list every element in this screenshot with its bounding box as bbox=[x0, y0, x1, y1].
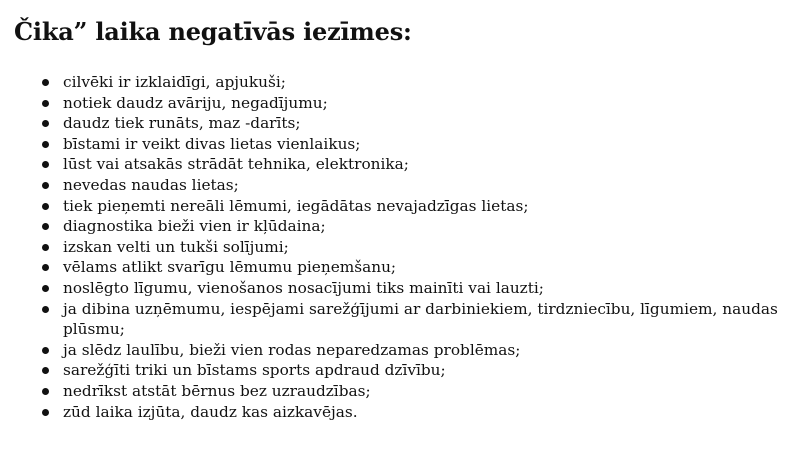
bullet-icon bbox=[42, 264, 49, 271]
bullet-icon bbox=[42, 409, 49, 416]
list-item bbox=[0, 278, 807, 299]
list-item bbox=[0, 175, 807, 196]
list-item-text: lūst vai atsakās strādāt tehnika, elektronika; bbox=[63, 155, 409, 174]
list-item-text: noslēgto līgumu, vienošanos nosacījumi tiks mainīti vai lauzti; bbox=[63, 278, 544, 297]
bullet-icon bbox=[42, 141, 49, 148]
list-item bbox=[0, 72, 807, 93]
bullet-icon bbox=[42, 182, 49, 189]
negative-traits-list bbox=[0, 72, 807, 422]
list-item bbox=[0, 402, 807, 423]
list-item bbox=[0, 257, 807, 278]
list-item bbox=[0, 340, 807, 361]
bullet-icon bbox=[42, 120, 49, 127]
list-item-text: izskan velti un tukši solījumi; bbox=[63, 237, 289, 256]
list-item-text: diagnostika bieži vien ir kļūdaina; bbox=[63, 217, 326, 236]
list-item bbox=[0, 196, 807, 217]
list-item-text: daudz tiek runāts, maz -darīts; bbox=[63, 114, 301, 133]
bullet-icon bbox=[42, 244, 49, 251]
bullet-icon bbox=[42, 367, 49, 374]
list-item bbox=[0, 299, 807, 340]
list-item bbox=[0, 237, 807, 258]
list-item bbox=[0, 134, 807, 155]
list-item-text: bīstami ir veikt divas lietas vienlaikus; bbox=[63, 134, 361, 153]
list-item-text: sarežģīti triki un bīstams sports apdraud dzīvību; bbox=[63, 361, 446, 380]
page-title: Čika” laika negatīvās iezīmes: bbox=[14, 17, 412, 46]
bullet-icon bbox=[42, 285, 49, 292]
list-item bbox=[0, 154, 807, 175]
list-item-text: tiek pieņemti nereāli lēmumi, iegādātas nevajadzīgas lietas; bbox=[63, 196, 529, 215]
list-item bbox=[0, 360, 807, 381]
list-item bbox=[0, 216, 807, 237]
list-item-text: notiek daudz avāriju, negadījumu; bbox=[63, 93, 328, 112]
list-item-text: ja dibina uzņēmumu, iespējami sarežģījumi ar darbiniekiem, tirdzniecību, līgumiem, naudas plūsmu; bbox=[63, 299, 778, 339]
bullet-icon bbox=[42, 223, 49, 230]
bullet-icon bbox=[42, 203, 49, 210]
list-item-text: cilvēki ir izklaidīgi, apjukuši; bbox=[63, 73, 286, 91]
list-item bbox=[0, 381, 807, 402]
list-item-text: zūd laika izjūta, daudz kas aizkavējas. bbox=[63, 402, 358, 421]
bullet-icon bbox=[42, 161, 49, 168]
list-item-text: ja slēdz laulību, bieži vien rodas neparedzamas problēmas; bbox=[63, 340, 521, 359]
list-item bbox=[0, 113, 807, 134]
list-item bbox=[0, 93, 807, 114]
list-item-text: nedrīkst atstāt bērnus bez uzraudzības; bbox=[63, 381, 371, 400]
bullet-icon bbox=[42, 306, 49, 313]
bullet-icon bbox=[42, 347, 49, 354]
list-item-text: vēlams atlikt svarīgu lēmumu pieņemšanu; bbox=[63, 258, 397, 277]
list-item-text: nevedas naudas lietas; bbox=[63, 175, 239, 194]
bullet-icon bbox=[42, 79, 49, 86]
bullet-icon bbox=[42, 100, 49, 107]
bullet-icon bbox=[42, 388, 49, 395]
